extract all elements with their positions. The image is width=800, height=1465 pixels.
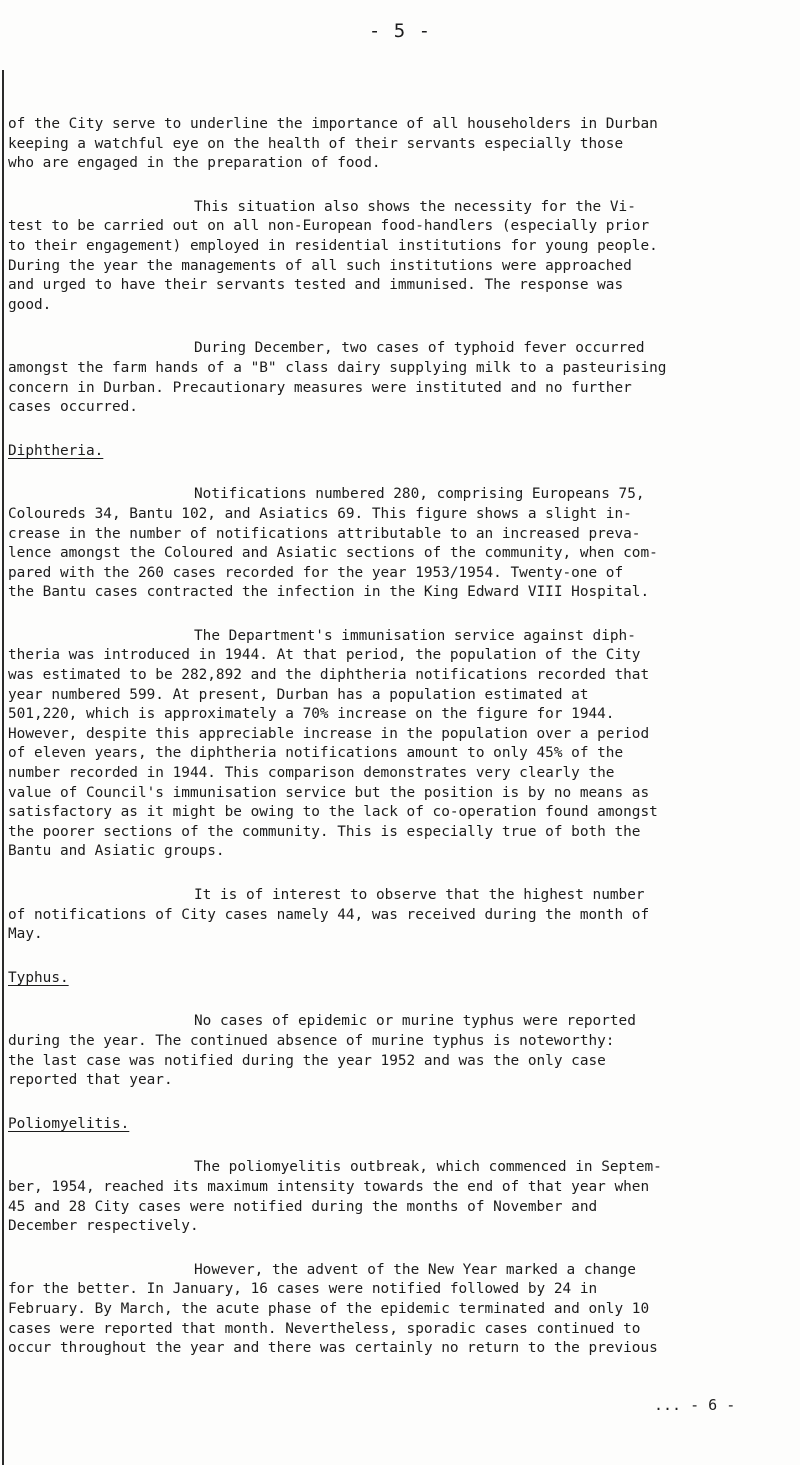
text-line: of notifications of City cases namely 44, was received during the month of — [8, 906, 650, 923]
text-line: crease in the number of notifications attributable to an increased preva- — [8, 525, 641, 542]
left-margin-rule — [2, 70, 4, 1465]
text-line: number recorded in 1944. This comparison demonstrates very clearly the — [8, 765, 615, 782]
text-line: was estimated to be 282,892 and the diphtheria notifications recorded that — [8, 667, 650, 684]
text-line: keeping a watchful eye on the health of their servants especially those — [8, 135, 624, 152]
text-line: concern in Durban. Precautionary measures were instituted and no further — [8, 379, 632, 396]
paragraph — [8, 198, 798, 316]
text-line: for the better. In January, 16 cases were notified followed by 24 in — [8, 1281, 598, 1298]
paragraph — [8, 339, 798, 417]
text-line: February. By March, the acute phase of the epidemic terminated and only 10 — [8, 1300, 650, 1317]
text-line: test to be carried out on all non-European food-handlers (especially prior — [8, 218, 650, 235]
text-line: Coloureds 34, Bantu 102, and Asiatics 69. This figure shows a slight in- — [8, 505, 632, 522]
text-line: No cases of epidemic or murine typhus were reported — [194, 1013, 636, 1030]
document-body — [8, 115, 798, 1383]
text-line: The poliomyelitis outbreak, which commenced in Septem- — [194, 1159, 662, 1176]
text-line: amongst the farm hands of a "B" class dairy supplying milk to a pasteurising — [8, 359, 667, 376]
paragraph — [8, 115, 798, 174]
text-line: cases were reported that month. Nevertheless, sporadic cases continued to — [8, 1320, 641, 1337]
text-line: During the year the managements of all such institutions were approached — [8, 257, 632, 274]
text-line: value of Council's immunisation service but the position is by no means as — [8, 784, 650, 801]
text-line: theria was introduced in 1944. At that period, the population of the City — [8, 647, 641, 664]
text-line: to their engagement) employed in residential institutions for young people. — [8, 237, 658, 254]
text-line: occur throughout the year and there was certainly no return to the previous — [8, 1340, 658, 1357]
paragraph — [8, 1012, 798, 1090]
text-line: The Department's immunisation service against diph- — [194, 627, 636, 644]
text-line: December respectively. — [8, 1218, 199, 1235]
paragraph — [8, 485, 798, 603]
paragraph — [8, 1261, 798, 1359]
text-line: During December, two cases of typhoid fever occurred — [194, 340, 645, 357]
text-line: However, despite this appreciable increase in the population over a period — [8, 725, 650, 742]
text-line: reported that year. — [8, 1072, 173, 1089]
paragraph — [8, 1158, 798, 1236]
text-line: ber, 1954, reached its maximum intensity towards the end of that year when — [8, 1178, 650, 1195]
page-number: - 5 - — [368, 20, 432, 42]
text-line: good. — [8, 296, 52, 313]
paragraph — [8, 886, 798, 945]
text-line: This situation also shows the necessity for the Vi- — [194, 198, 636, 215]
text-line: May. — [8, 926, 43, 943]
text-line: of eleven years, the diphtheria notifications amount to only 45% of the — [8, 745, 624, 762]
text-line: lence amongst the Coloured and Asiatic sections of the community, when com- — [8, 545, 658, 562]
text-line: satisfactory as it might be owing to the lack of co-operation found amongst — [8, 804, 658, 821]
text-line: the poorer sections of the community. This is especially true of both the — [8, 823, 641, 840]
text-line: who are engaged in the preparation of food. — [8, 155, 381, 172]
section-heading: Poliomyelitis. — [8, 1115, 130, 1132]
text-line: the Bantu cases contracted the infection in the King Edward VIII Hospital. — [8, 584, 650, 601]
continuation-marker: ... - 6 - — [654, 1396, 736, 1414]
text-line: pared with the 260 cases recorded for the year 1953/1954. Twenty-one of — [8, 564, 624, 581]
text-line: cases occurred. — [8, 399, 138, 416]
text-line: Notifications numbered 280, comprising Europeans 75, — [194, 486, 645, 503]
text-line: 45 and 28 City cases were notified during the months of November and — [8, 1198, 598, 1215]
text-line: However, the advent of the New Year marked a change — [194, 1261, 636, 1278]
text-line: 501,220, which is approximately a 70% increase on the figure for 1944. — [8, 706, 615, 723]
text-line: of the City serve to underline the importance of all householders in Durban — [8, 116, 658, 132]
section-heading: Diphtheria. — [8, 442, 104, 459]
text-line: and urged to have their servants tested and immunised. The response was — [8, 277, 624, 294]
text-line: year numbered 599. At present, Durban has a population estimated at — [8, 686, 589, 703]
text-line: It is of interest to observe that the highest number — [194, 887, 645, 903]
text-line: Bantu and Asiatic groups. — [8, 843, 225, 860]
text-line: the last case was notified during the year 1952 and was the only case — [8, 1052, 606, 1069]
paragraph — [8, 627, 798, 862]
section-heading: Typhus. — [8, 969, 69, 986]
text-line: during the year. The continued absence of murine typhus is noteworthy: — [8, 1032, 615, 1049]
